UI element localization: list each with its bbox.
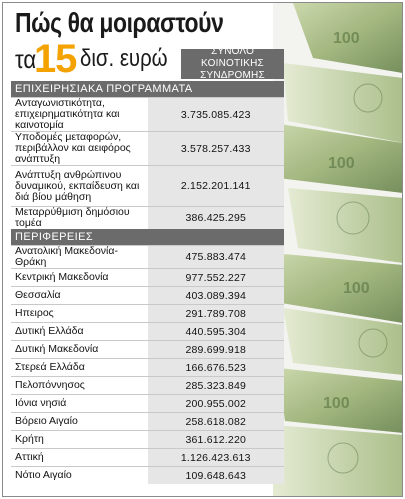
row-label: Υποδομές μεταφορών, περιβάλλον και αειφόρος ανάπτυξη: [11, 132, 148, 166]
row-value: 3.578.257.433: [148, 132, 285, 166]
table-row: [11, 132, 284, 166]
table-row: [11, 359, 284, 377]
row-label: Ανταγωνιστικότητα, επιχειρηματικότητα και καινοτομία: [11, 98, 148, 132]
row-value: 289.699.918: [148, 341, 285, 359]
row-value: 440.595.304: [148, 323, 285, 341]
table-row: [11, 287, 284, 305]
table-row: [11, 207, 284, 230]
row-label: Στερεά Ελλάδα: [11, 359, 148, 377]
row-label: Βόρειο Αιγαίο: [11, 413, 148, 431]
row-label: Νότιο Αιγαίο: [11, 467, 148, 485]
svg-text:100: 100: [333, 30, 360, 47]
row-value: 285.323.849: [148, 377, 285, 395]
infographic-frame: [2, 2, 403, 497]
column-header: ΣΥΝΟΛΟ ΚΟΙΝΟΤΙΚΗΣ ΣΥΝΔΡΟΜΗΣ: [181, 49, 284, 79]
row-label: Μεταρρύθμιση δημόσιου τομέα: [11, 207, 148, 230]
section-header: [11, 81, 284, 98]
section-title: ΠΕΡΙΦΕΡΕΙΕΣ: [11, 229, 284, 246]
row-value: 386.425.295: [148, 207, 285, 230]
table-row: [11, 98, 284, 132]
section-title: ΕΠΙΧΕΙΡΗΣΙΑΚΑ ΠΡΟΓΡΑΜΜΑΤΑ: [11, 81, 284, 98]
row-value: 977.552.227: [148, 269, 285, 287]
table-row: [11, 323, 284, 341]
page-title: Πώς θα μοιραστούν: [15, 7, 224, 38]
row-label: Ανάπτυξη ανθρώπινου δυναμικού, εκπαίδευση και διά βίου μάθηση: [11, 166, 148, 207]
row-value: 2.152.201.141: [148, 166, 285, 207]
row-value: 109.648.643: [148, 467, 285, 485]
row-value: 403.089.394: [148, 287, 285, 305]
funding-table: [11, 81, 284, 484]
svg-text:100: 100: [323, 395, 350, 412]
table-row: [11, 166, 284, 207]
row-label: Ηπειρος: [11, 305, 148, 323]
table-row: [11, 377, 284, 395]
row-label: Δυτική Ελλάδα: [11, 323, 148, 341]
row-label: Θεσσαλία: [11, 287, 148, 305]
table-row: [11, 305, 284, 323]
row-label: Δυτική Μακεδονία: [11, 341, 148, 359]
row-value: 475.883.474: [148, 246, 285, 269]
row-value: 200.955.002: [148, 395, 285, 413]
table-row: [11, 395, 284, 413]
row-value: 3.735.085.423: [148, 98, 285, 132]
table-row: [11, 269, 284, 287]
table-row: [11, 246, 284, 269]
subtitle-amount: 15: [33, 36, 77, 81]
subtitle-suffix: δισ. ευρώ: [80, 45, 169, 72]
row-label: Ανατολική Μακεδονία-Θράκη: [11, 246, 148, 269]
svg-text:100: 100: [328, 155, 355, 172]
row-label: Ιόνια νησιά: [11, 395, 148, 413]
section-header: [11, 229, 284, 246]
row-label: Κρήτη: [11, 431, 148, 449]
row-value: 166.676.523: [148, 359, 285, 377]
subtitle: [15, 36, 184, 81]
svg-text:100: 100: [343, 280, 370, 297]
row-label: Πελοπόννησος: [11, 377, 148, 395]
subtitle-prefix: τα: [15, 43, 37, 74]
row-value: 291.789.708: [148, 305, 285, 323]
euro-banknote-stack-icon: [273, 3, 403, 496]
row-value: 361.612.220: [148, 431, 285, 449]
table-row: [11, 431, 284, 449]
table-row: [11, 341, 284, 359]
row-label: Αττική: [11, 449, 148, 467]
table-row: [11, 467, 284, 485]
table-row: [11, 449, 284, 467]
row-value: 1.126.423.613: [148, 449, 285, 467]
row-value: 258.618.082: [148, 413, 285, 431]
table-row: [11, 413, 284, 431]
row-label: Κεντρική Μακεδονία: [11, 269, 148, 287]
